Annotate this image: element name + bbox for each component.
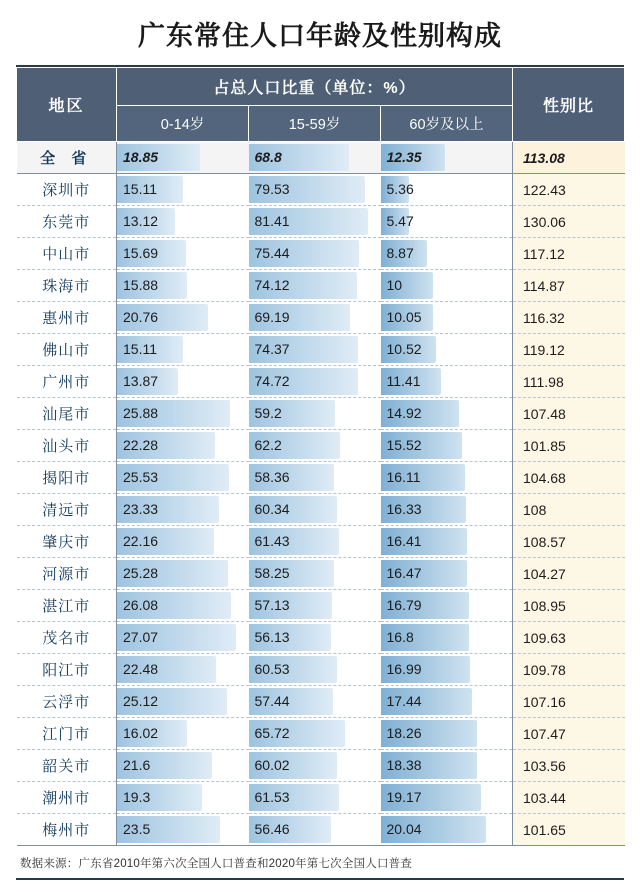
cell-age-0-14 [117,654,249,686]
cell-age-15-59 [249,558,381,590]
cell-region: 清远市 [17,494,117,526]
cell-sex-ratio: 108.57 [513,526,625,558]
value-text: 16.99 [386,661,422,677]
cell-age-60-plus [381,366,513,398]
cell-age-15-59 [249,302,381,334]
value-text: 15.11 [123,341,157,357]
table-row [17,366,625,398]
value-text: 13.87 [123,373,159,389]
cell-region: 湛江市 [17,590,117,622]
table-row [17,142,625,174]
cell-age-0-14 [117,494,249,526]
value-text: 25.88 [123,405,159,421]
cell-age-0-14 [117,142,249,174]
cell-age-0-14 [117,526,249,558]
cell-age-15-59 [249,270,381,302]
value-text: 15.69 [123,245,159,261]
cell-age-60-plus [381,686,513,718]
value-text: 16.11 [386,469,421,485]
value-text: 25.12 [123,693,159,709]
cell-region: 全 省 [17,142,117,174]
value-text: 60.53 [254,661,290,677]
table-row [17,686,625,718]
value-text: 16.79 [386,597,422,613]
value-text: 20.76 [123,309,159,325]
cell-region: 河源市 [17,558,117,590]
cell-age-60-plus [381,270,513,302]
value-text: 23.5 [123,821,151,837]
table-row [17,302,625,334]
value-text: 16.47 [386,565,422,581]
cell-age-0-14 [117,622,249,654]
cell-region: 江门市 [17,718,117,750]
value-text: 19.3 [123,789,151,805]
cell-sex-ratio: 103.56 [513,750,625,782]
cell-sex-ratio: 107.16 [513,686,625,718]
table-row [17,174,625,206]
cell-region: 汕尾市 [17,398,117,430]
value-text: 79.53 [254,181,290,197]
column-header-age-0-14: 0-14岁 [117,106,249,142]
cell-age-0-14 [117,206,249,238]
cell-sex-ratio: 111.98 [513,366,625,398]
table-row [17,590,625,622]
cell-age-60-plus [381,750,513,782]
cell-region: 惠州市 [17,302,117,334]
cell-age-60-plus [381,206,513,238]
table-row [17,782,625,814]
cell-sex-ratio: 108.95 [513,590,625,622]
cell-age-0-14 [117,718,249,750]
table-row [17,238,625,270]
cell-age-60-plus [381,238,513,270]
value-text: 15.88 [123,277,159,293]
cell-sex-ratio: 104.68 [513,462,625,494]
cell-region: 中山市 [17,238,117,270]
cell-region: 茂名市 [17,622,117,654]
cell-sex-ratio: 104.27 [513,558,625,590]
cell-age-60-plus [381,526,513,558]
cell-region: 肇庆市 [17,526,117,558]
column-header-age-15-59: 15-59岁 [249,106,381,142]
cell-region: 珠海市 [17,270,117,302]
cell-sex-ratio: 109.63 [513,622,625,654]
value-text: 74.72 [254,373,290,389]
cell-age-60-plus [381,782,513,814]
value-text: 17.44 [386,693,422,709]
cell-age-15-59 [249,750,381,782]
value-text: 60.02 [254,757,290,773]
value-text: 12.35 [386,149,422,165]
page-title: 广东常住人口年龄及性别构成 [138,21,502,51]
value-text: 22.28 [123,437,159,453]
cell-age-0-14 [117,430,249,462]
cell-sex-ratio: 108 [513,494,625,526]
table-row [17,718,625,750]
cell-region: 广州市 [17,366,117,398]
table-row [17,654,625,686]
value-text: 61.53 [254,789,290,805]
cell-age-60-plus [381,302,513,334]
value-text: 58.25 [254,565,290,581]
column-header-region: 地区 [17,68,117,142]
table-row [17,462,625,494]
value-text: 21.6 [123,757,151,773]
value-text: 20.04 [386,821,422,837]
value-text: 23.33 [123,501,159,517]
table-row [17,398,625,430]
cell-age-15-59 [249,462,381,494]
value-text: 18.38 [386,757,422,773]
cell-age-15-59 [249,334,381,366]
value-text: 62.2 [254,437,282,453]
cell-age-0-14 [117,302,249,334]
table-row [17,526,625,558]
cell-age-15-59 [249,366,381,398]
table-row [17,206,625,238]
cell-age-60-plus [381,654,513,686]
cell-sex-ratio: 114.87 [513,270,625,302]
cell-sex-ratio: 116.32 [513,302,625,334]
value-text: 11.41 [386,373,421,389]
cell-region: 汕头市 [17,430,117,462]
cell-sex-ratio: 117.12 [513,238,625,270]
cell-sex-ratio: 130.06 [513,206,625,238]
source-note: 数据来源：广东省2010年第六次全国人口普查和2020年第七次全国人口普查 [20,858,413,870]
value-text: 8.87 [386,245,414,261]
value-text: 81.41 [254,213,290,229]
cell-age-60-plus [381,430,513,462]
cell-age-0-14 [117,782,249,814]
value-text: 60.34 [254,501,290,517]
cell-age-60-plus [381,142,513,174]
cell-sex-ratio: 119.12 [513,334,625,366]
cell-region: 东莞市 [17,206,117,238]
table-row [17,750,625,782]
cell-sex-ratio: 107.47 [513,718,625,750]
cell-age-15-59 [249,206,381,238]
cell-age-0-14 [117,398,249,430]
cell-age-0-14 [117,558,249,590]
table-row [17,270,625,302]
column-header-sex-ratio: 性别比 [513,68,625,142]
cell-age-0-14 [117,238,249,270]
value-text: 27.07 [123,629,159,645]
cell-age-60-plus [381,462,513,494]
value-text: 69.19 [254,309,290,325]
cell-age-0-14 [117,590,249,622]
value-text: 65.72 [254,725,290,741]
cell-age-60-plus [381,558,513,590]
cell-sex-ratio: 113.08 [513,142,625,174]
cell-age-60-plus [381,494,513,526]
value-text: 5.36 [386,181,414,197]
value-text: 10 [386,277,403,293]
cell-age-15-59 [249,686,381,718]
cell-age-15-59 [249,526,381,558]
cell-sex-ratio: 103.44 [513,782,625,814]
cell-age-15-59 [249,814,381,846]
cell-age-0-14 [117,334,249,366]
cell-age-15-59 [249,238,381,270]
cell-age-60-plus [381,174,513,206]
cell-age-60-plus [381,334,513,366]
cell-region: 深圳市 [17,174,117,206]
value-text: 61.43 [254,533,290,549]
cell-sex-ratio: 109.78 [513,654,625,686]
value-text: 57.13 [254,597,290,613]
cell-age-60-plus [381,590,513,622]
cell-region: 梅州市 [17,814,117,846]
value-text: 10.52 [386,341,422,357]
table-row [17,558,625,590]
cell-age-15-59 [249,654,381,686]
table-body [17,142,625,846]
cell-age-60-plus [381,718,513,750]
value-text: 74.12 [254,277,290,293]
cell-age-60-plus [381,398,513,430]
bottom-divider [16,878,624,880]
cell-age-15-59 [249,782,381,814]
cell-age-15-59 [249,430,381,462]
value-text: 58.36 [254,469,290,485]
cell-age-15-59 [249,494,381,526]
value-text: 15.52 [386,437,422,453]
cell-age-15-59 [249,590,381,622]
cell-age-0-14 [117,366,249,398]
value-text: 25.28 [123,565,159,581]
cell-region: 阳江市 [17,654,117,686]
value-text: 22.48 [123,661,159,677]
column-header-age-60-plus: 60岁及以上 [381,106,513,142]
value-text: 16.02 [123,725,159,741]
cell-age-0-14 [117,814,249,846]
value-text: 26.08 [123,597,159,613]
column-header-group: 占总人口比重（单位：%） [117,68,513,106]
value-text: 15.11 [123,181,157,197]
value-text: 16.33 [386,501,422,517]
value-text: 14.92 [386,405,422,421]
value-text: 22.16 [123,533,159,549]
cell-sex-ratio: 107.48 [513,398,625,430]
cell-region: 揭阳市 [17,462,117,494]
cell-age-15-59 [249,622,381,654]
cell-region: 佛山市 [17,334,117,366]
cell-sex-ratio: 101.85 [513,430,625,462]
value-text: 16.41 [386,533,422,549]
value-text: 19.17 [386,789,422,805]
cell-age-0-14 [117,686,249,718]
cell-age-15-59 [249,718,381,750]
value-text: 13.12 [123,213,159,229]
cell-age-0-14 [117,174,249,206]
table-header [17,68,625,142]
cell-region: 云浮市 [17,686,117,718]
cell-sex-ratio: 122.43 [513,174,625,206]
value-text: 5.47 [386,213,414,229]
value-text: 18.26 [386,725,422,741]
value-text: 56.13 [254,629,290,645]
table-row [17,334,625,366]
value-text: 57.44 [254,693,290,709]
cell-age-60-plus [381,622,513,654]
cell-sex-ratio: 101.65 [513,814,625,846]
value-text: 68.8 [254,149,282,165]
table-row [17,814,625,846]
cell-age-0-14 [117,270,249,302]
value-text: 18.85 [123,149,159,165]
table-row [17,430,625,462]
value-text: 25.53 [123,469,159,485]
cell-region: 韶关市 [17,750,117,782]
cell-age-15-59 [249,142,381,174]
population-table [16,67,625,846]
value-text: 16.8 [386,629,414,645]
value-text: 59.2 [254,405,282,421]
value-text: 75.44 [254,245,290,261]
cell-age-15-59 [249,174,381,206]
cell-age-60-plus [381,814,513,846]
cell-age-0-14 [117,462,249,494]
cell-region: 潮州市 [17,782,117,814]
cell-age-15-59 [249,398,381,430]
value-text: 10.05 [386,309,422,325]
cell-age-0-14 [117,750,249,782]
table-row [17,494,625,526]
value-text: 56.46 [254,821,290,837]
table-row [17,622,625,654]
value-text: 74.37 [254,341,290,357]
